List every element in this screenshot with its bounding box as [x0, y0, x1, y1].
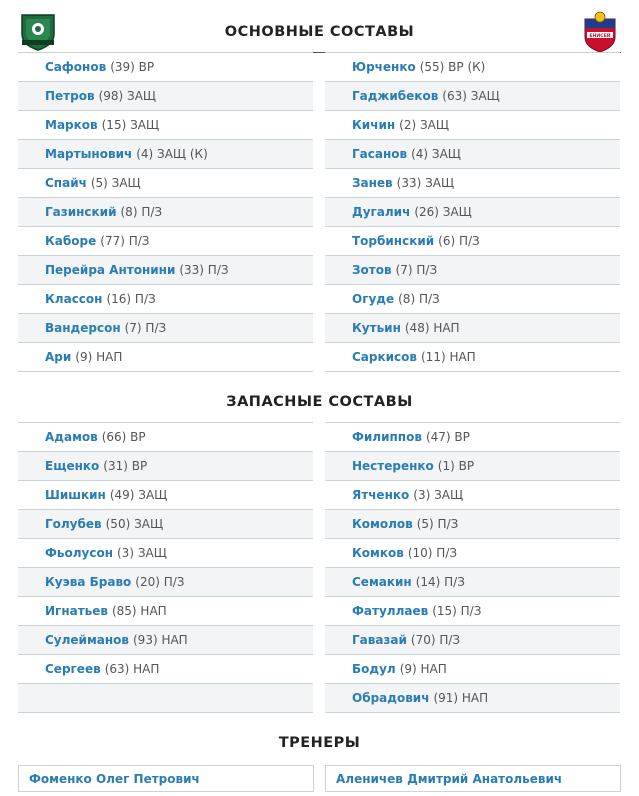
player-info: (4) ЗАЩ: [411, 147, 461, 161]
player-name[interactable]: Огуде: [352, 292, 395, 306]
player-name[interactable]: Игнатьев: [45, 604, 108, 618]
list-item[interactable]: [18, 111, 313, 140]
list-item[interactable]: [18, 626, 313, 655]
main-lineups-header: [18, 14, 621, 50]
player-info: (93) НАП: [133, 633, 188, 647]
player-info: (70) П/З: [410, 633, 461, 647]
player-info: (33) ЗАЩ: [396, 176, 455, 190]
subs-header: [18, 384, 621, 420]
list-item[interactable]: [325, 568, 620, 597]
player-name[interactable]: Голубев: [45, 517, 102, 531]
player-name[interactable]: Сафонов: [45, 60, 107, 74]
player-info: (85) НАП: [111, 604, 167, 618]
list-item[interactable]: [325, 140, 620, 169]
list-item[interactable]: [325, 53, 620, 82]
player-info: (91) НАП: [433, 691, 489, 705]
away-coach[interactable]: [325, 765, 621, 792]
player-name[interactable]: Спайч: [45, 176, 87, 190]
list-item[interactable]: [325, 256, 620, 285]
list-item[interactable]: [325, 198, 620, 227]
list-item[interactable]: [18, 140, 313, 169]
player-name[interactable]: Филиппов: [352, 430, 422, 444]
player-info: (16) П/З: [106, 292, 156, 306]
player-info: (5) ЗАЩ: [90, 176, 141, 190]
player-info: (55) ВР (К): [419, 60, 486, 74]
home-coach[interactable]: [18, 765, 314, 792]
coaches-header: [18, 725, 621, 761]
player-info: (26) ЗАЩ: [414, 205, 472, 219]
player-name[interactable]: Комолов: [352, 517, 413, 531]
list-item[interactable]: [325, 227, 620, 256]
list-item[interactable]: [18, 314, 313, 343]
yenisey-crest-icon: [583, 11, 617, 53]
list-item[interactable]: [18, 256, 313, 285]
list-item[interactable]: [18, 227, 313, 256]
coaches-title: ТРЕНЕРЫ: [278, 735, 361, 751]
player-name[interactable]: Бодул: [352, 662, 396, 676]
home-main-lineup: [18, 52, 313, 372]
player-info: (77) П/З: [100, 234, 150, 248]
player-info: (11) НАП: [421, 350, 476, 364]
subs-title: ЗАПАСНЫЕ СОСТАВЫ: [226, 394, 413, 410]
list-item[interactable]: [325, 111, 620, 140]
player-info: (49) ЗАЩ: [109, 488, 168, 502]
player-info: (6) П/З: [438, 234, 480, 248]
list-item[interactable]: [325, 626, 620, 655]
list-item[interactable]: [18, 285, 313, 314]
list-item[interactable]: [325, 684, 620, 713]
player-info: (39) ВР: [110, 60, 155, 74]
player-info: (4) ЗАЩ (К): [136, 147, 208, 161]
player-info: (63) НАП: [104, 662, 160, 676]
player-info: (5) П/З: [416, 517, 459, 531]
player-name[interactable]: Петров: [45, 89, 95, 103]
player-name[interactable]: Классон: [45, 292, 103, 306]
player-info: (33) П/З: [179, 263, 229, 277]
list-item[interactable]: [325, 82, 620, 111]
player-name[interactable]: Гасанов: [352, 147, 408, 161]
player-info: (48) НАП: [404, 321, 460, 335]
list-item[interactable]: [18, 481, 313, 510]
list-item[interactable]: [18, 510, 313, 539]
list-item[interactable]: [325, 423, 620, 452]
away-subs-lineup: [325, 422, 620, 713]
player-info: (63) ЗАЩ: [442, 89, 500, 103]
list-item[interactable]: [325, 510, 620, 539]
away-main-lineup: [325, 52, 620, 372]
list-item[interactable]: [325, 452, 620, 481]
player-info: (8) П/З: [120, 205, 163, 219]
yenisey-crest-text: ЕНИСЕЙ: [589, 34, 611, 39]
player-name[interactable]: Семакин: [352, 575, 412, 589]
list-item[interactable]: [18, 423, 313, 452]
list-item[interactable]: [18, 198, 313, 227]
player-name[interactable]: Ещенко: [45, 459, 100, 473]
player-info: (31) ВР: [103, 459, 148, 473]
player-name[interactable]: Мартынович: [45, 147, 133, 161]
krasnodar-crest-icon: [18, 12, 58, 52]
player-name[interactable]: Обрадович: [352, 691, 430, 705]
list-item[interactable]: [18, 343, 313, 372]
player-name[interactable]: Кичин: [352, 118, 396, 132]
list-item[interactable]: [325, 285, 620, 314]
player-name[interactable]: Торбинский: [352, 234, 435, 248]
player-name[interactable]: Зотов: [352, 263, 392, 277]
player-name[interactable]: Куэва Браво: [45, 575, 132, 589]
list-item[interactable]: [325, 597, 620, 626]
list-item[interactable]: [18, 169, 313, 198]
player-info: (15) ЗАЩ: [101, 118, 160, 132]
list-item[interactable]: [18, 53, 313, 82]
player-info: (20) П/З: [135, 575, 185, 589]
list-item[interactable]: [325, 655, 620, 684]
player-info: (8) П/З: [398, 292, 440, 306]
list-item[interactable]: [325, 481, 620, 510]
player-name[interactable]: Сергеев: [45, 662, 101, 676]
main-lineups-title: ОСНОВНЫЕ СОСТАВЫ: [224, 24, 415, 40]
list-item[interactable]: [18, 82, 313, 111]
player-info: (47) ВР: [425, 430, 470, 444]
player-name[interactable]: Шишкин: [45, 488, 106, 502]
list-item[interactable]: [325, 539, 620, 568]
player-name[interactable]: Фьолусон: [45, 546, 113, 560]
list-item[interactable]: [325, 169, 620, 198]
player-name[interactable]: Ари: [45, 350, 72, 364]
player-info: (15) П/З: [432, 604, 482, 618]
player-name[interactable]: Нестеренко: [352, 459, 434, 473]
player-name[interactable]: Комков: [352, 546, 404, 560]
player-name[interactable]: Дугалич: [352, 205, 411, 219]
list-item[interactable]: [18, 452, 313, 481]
player-info: (7) П/З: [395, 263, 438, 277]
player-name[interactable]: Каборе: [45, 234, 97, 248]
list-item[interactable]: [18, 568, 313, 597]
player-name[interactable]: Марков: [45, 118, 98, 132]
home-coach-name[interactable]: Фоменко Олег Петрович: [29, 771, 200, 786]
list-item[interactable]: [18, 597, 313, 626]
player-info: (3) ЗАЩ: [413, 488, 464, 502]
player-info: (2) ЗАЩ: [399, 118, 449, 132]
player-info: (50) ЗАЩ: [105, 517, 164, 531]
player-info: (9) НАП: [75, 350, 123, 364]
player-name[interactable]: Гаджибеков: [352, 89, 439, 103]
player-name[interactable]: Фатуллаев: [352, 604, 429, 618]
player-info: (1) ВР: [437, 459, 475, 473]
list-item[interactable]: [325, 343, 620, 372]
player-info: (7) П/З: [124, 321, 167, 335]
player-name[interactable]: Перейра Антонини: [45, 263, 176, 277]
list-item-empty: [18, 684, 313, 713]
player-name[interactable]: Адамов: [45, 430, 98, 444]
list-item[interactable]: [18, 655, 313, 684]
player-name[interactable]: Ятченко: [352, 488, 410, 502]
player-name[interactable]: Сулейманов: [45, 633, 129, 647]
list-item[interactable]: [325, 314, 620, 343]
player-info: (3) ЗАЩ: [117, 546, 167, 560]
player-name[interactable]: Кутьин: [352, 321, 401, 335]
player-name[interactable]: Саркисов: [352, 350, 417, 364]
player-info: (10) П/З: [407, 546, 458, 560]
player-info: (98) ЗАЩ: [98, 89, 157, 103]
list-item[interactable]: [18, 539, 313, 568]
player-name[interactable]: Занев: [352, 176, 393, 190]
player-name[interactable]: Газинский: [45, 205, 117, 219]
player-info: (66) ВР: [101, 430, 146, 444]
home-subs-lineup: [18, 422, 313, 713]
player-name[interactable]: Гавазай: [352, 633, 407, 647]
player-name[interactable]: Вандерсон: [45, 321, 121, 335]
player-info: (9) НАП: [399, 662, 447, 676]
player-name[interactable]: Юрченко: [352, 60, 416, 74]
away-coach-name[interactable]: Аленичев Дмитрий Анатольевич: [336, 771, 563, 786]
player-info: (14) П/З: [415, 575, 465, 589]
